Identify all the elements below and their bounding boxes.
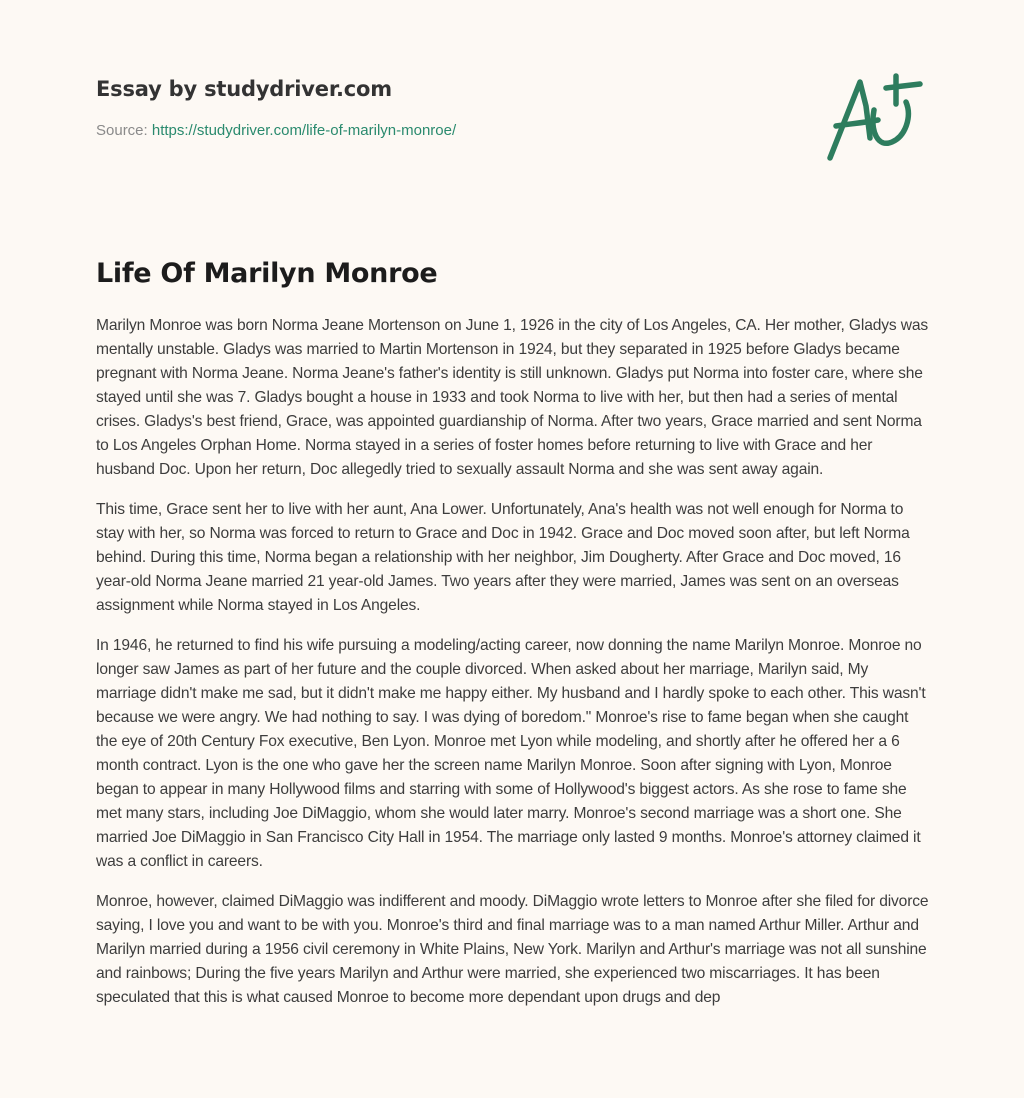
essay-body bbox=[96, 314, 932, 1026]
paragraph: Marilyn Monroe was born Norma Jeane Mortenson on June 1, 1926 in the city of Los Angeles, CA. Her mother, Gladys was mentally unstable. Gladys was married to Martin Mortenson in 1924, but they separated in 1925 before Gladys became pregnant with Norma Jeane. Norma Jeane's father's identity is still unknown. Gladys put Norma into foster care, where she stayed until she was 7. Gladys bought a house in 1933 and took Norma to live with her, but then had a series of mental crises. Gladys's best friend, Grace, was appointed guardianship of Norma. After two years, Grace married and sent Norma to Los Angeles Orphan Home. Norma stayed in a series of foster homes before returning to live with Grace and her husband Doc. Upon her return, Doc allegedly tried to sexually assault Norma and she was sent away again. bbox=[96, 317, 929, 478]
paragraph: In 1946, he returned to find his wife pursuing a modeling/acting career, now donning the name Marilyn Monroe. Monroe no longer saw James as part of her future and the couple divorced. When asked about her marriage, Marilyn said, My marriage didn't make me sad, but it didn't make me happy either. My husband and I hardly spoke to each other. This wasn't because we were angry. We had nothing to say. I was dying of boredom." Monroe's rise to fame began when she caught the eye of 20th Century Fox executive, Ben Lyon. Monroe met Lyon while modeling, and shortly after he offered her a 6 month contract. Lyon is the one who gave her the screen name Marilyn Monroe. Soon after signing with Lyon, Monroe began to appear in many Hollywood films and starring with some of Hollywood's biggest actors. As she rose to fame she met many stars, including Joe DiMaggio, whom she would later marry. Monroe's second marriage was a short one. She married Joe DiMaggio in San Francisco City Hall in 1954. The marriage only lasted 9 months. Monroe's attorney claimed it was a conflict in careers. bbox=[96, 637, 926, 870]
paragraph: Monroe, however, claimed DiMaggio was indifferent and moody. DiMaggio wrote letters to Monroe after she filed for divorce saying, I love you and want to be with you. Monroe's third and final marriage was to a man named Arthur Miller. Arthur and Marilyn married during a 1956 civil ceremony in White Plains, New York. Marilyn and Arthur's marriage was not all sunshine and rainbows; During the five years Marilyn and Arthur were married, she experienced two miscarriages. It has been speculated that this is what caused Monroe to become more dependant upon drugs and dep bbox=[96, 893, 929, 1006]
source-link[interactable]: https://studydriver.com/life-of-marilyn-monroe/ bbox=[151, 122, 457, 139]
essay-header bbox=[96, 74, 776, 141]
a-plus-grade-icon bbox=[822, 66, 928, 166]
source-line bbox=[96, 121, 776, 141]
page-title: Life Of Marilyn Monroe bbox=[96, 258, 438, 289]
brand-title: Essay by studydriver.com bbox=[96, 77, 392, 101]
source-label: Source: bbox=[96, 122, 148, 139]
paragraph: This time, Grace sent her to live with her aunt, Ana Lower. Unfortunately, Ana's health was not well enough for Norma to stay with her, so Norma was forced to return to Grace and Doc in 1942. Grace and Doc moved soon after, but left Norma behind. During this time, Norma began a relationship with her neighbor, Jim Dougherty. After Grace and Doc moved, 16 year-old Norma Jeane married 21 year-old James. Two years after they were married, James was sent on an overseas assignment while Norma stayed in Los Angeles. bbox=[96, 501, 910, 614]
